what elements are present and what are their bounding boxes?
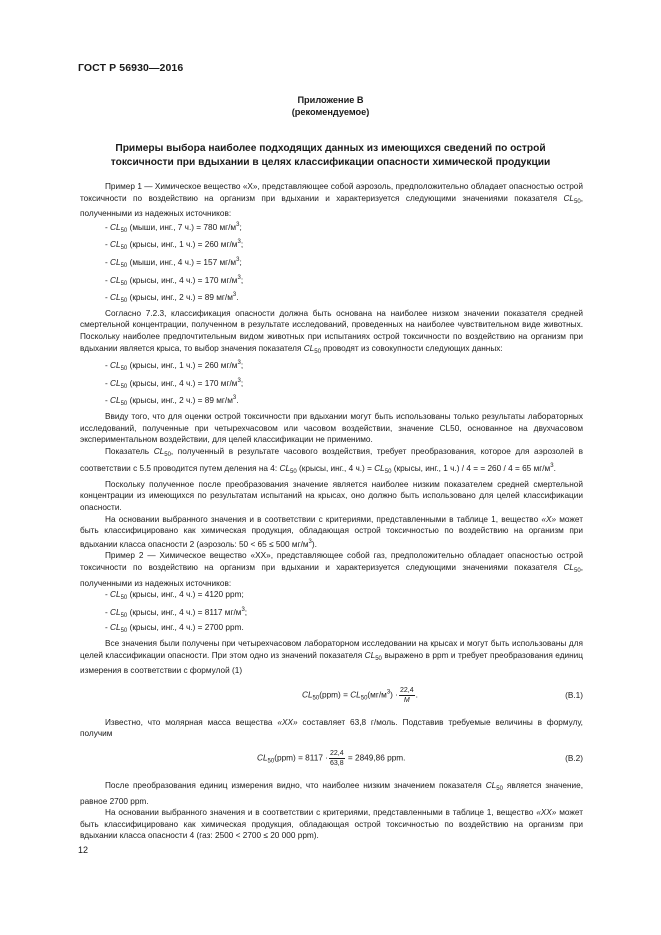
standard-designation: ГОСТ Р 56930—2016	[78, 62, 184, 74]
title-line-2: токсичности при вдыхании в целях классификации опасности химической продукции	[110, 157, 551, 168]
list-item: - $CL_{50}$ (крысы, инг., 2 ч.) = 89 $мг/м^3$.	[105, 395, 239, 408]
example1-paragraph-3: Ввиду того, что для оценки острой токсичности при вдыхании могут быть использованы только результаты лабораторных исследований, полученные при четырехчасовом или часовом воздействии, значение CL50, основанное на двухчасовом экспериментальном воздействии, для целей классификации не применимо.	[80, 411, 583, 445]
annex-title: Приложение В	[297, 95, 364, 105]
section-title	[78, 142, 583, 170]
equation-b2	[80, 744, 583, 776]
example2-paragraph-3: Известно, что молярная масса вещества «XX» составляет 63,8 г/моль. Подставив требуемые величины в формулу, получим	[80, 717, 583, 739]
equation-number: (В.2)	[565, 753, 583, 763]
example2-paragraph-2: Все значения были получены при четырехчасовом лабораторном исследовании на крысах и могут быть использованы для целей классификации опасности. При этом одно из значений показателя $CL_{50}$ выражено в ppm и требует преобразования единиц измерения в соответствии с формулой (1)	[80, 639, 584, 676]
list-item: - $CL_{50}$ (крысы, инг., 4 ч.) = 170 $мг/м^3$;	[105, 274, 244, 287]
list-item: - $CL_{50}$ (крысы, инг., 1 ч.) = 260 $мг/м^3$;	[105, 239, 244, 252]
list-item: - $CL_{50}$ (крысы, инг., 4 ч.) = 170 $мг/м^3$;	[105, 377, 244, 390]
equation-b2-formula: $CL_{50}(ppm) = 8117$ · $\frac{22,4}{63,8}$ = 2849,86 ppm.	[257, 749, 406, 767]
list-item: - $CL_{50}$ (крысы, инг., 4 ч.) = 2700 ppm.	[105, 623, 244, 635]
list-item: - $CL_{50}$ (крысы, инг., 4 ч.) = 8117 $мг/м^3$;	[105, 606, 248, 619]
example2-conclusion: На основании выбранного значения и в соответствии с критериями, представленными в таблице 1, вещество «XX» может быть классифицировано как химическая продукция, обладающая острой токсичностью по воздействию на организм при вдыхании класса опасности 4 (газ: 2500 < 2700 ≤ 20 000 ppm).	[80, 808, 583, 841]
example2-paragraph-4: После преобразования единиц измерения видно, что наиболее низким значением показателя $CL_{50}$ является значение, равное 2700 ppm.	[80, 780, 583, 806]
fraction: $\frac{22,4}{M}$	[399, 686, 414, 704]
example1-paragraph-4: Показатель $CL_{50}$, полученный в результате часового воздействия, требует преобразования, которое для аэрозолей в соответствии с 5.5 проводится путем деления на 4: $CL_{50}$ (крысы, инг., 4 $ч.) = CL_{50}$ (крысы, инг., 1 ч.) / 4 = = 260 / 4 = 65 $мг/м^3$.	[80, 446, 583, 476]
equation-b1	[80, 681, 583, 713]
list-item: - $CL_{50}$ (крысы, инг., 2 ч.) = 89 $мг/м^3$.	[105, 292, 239, 305]
example1-conclusion: На основании выбранного значения и в соответствии с критериями, представленными в таблице 1, вещество «X» может быть классифицировано как химическая продукция, обладающая острой токсичностью по воздействию на организм при вдыхании класса опасности 2 (аэрозоль: 50 < 65 ≤ 500 $мг/м^3$).	[80, 514, 583, 549]
list-item: - $CL_{50}$ (крысы, инг., 1 ч.) = 260 $мг/м^3$;	[105, 360, 244, 373]
example2-intro: Пример 2 — Химическое вещество «XX», представляющее собой газ, предположительно обладает опасностью острой токсичности по воздействию на организм при вдыхании и характеризуется следующими значениями показателя $CL_{50}$, полученными из надежных источников:	[80, 551, 583, 588]
list-item: - $CL_{50}$ (мыши, инг., 4 ч.) = 157 $мг/м^3$;	[105, 256, 242, 269]
equation-b1-formula: $CL_{50}(ppm) = CL_{50}(мг/м^3)$ · $\frac{22,4}{M}$ .	[302, 686, 418, 704]
list-item: - $CL_{50}$ (мыши, инг., 7 ч.) = 780 $мг/м^3$;	[105, 221, 242, 234]
title-line-1: Примеры выбора наиболее подходящих данных из имеющихся сведений по острой	[115, 143, 546, 154]
example1-paragraph-2: Согласно 7.2.3, классификация опасности должна быть основана на наиболее низком значении показателя средней смертельной концентрации, полученном в результате исследований, проведенных на наиболее чувствительном виде животных. Поскольку наиболее предпочтительным видом животных при испытаниях острой токсичности по воздействию на организм при вдыхании является крыса, то выбор значения показателя $CL_{50}$ проводят из совокупности следующих данных:	[80, 308, 583, 355]
example1-paragraph-5: Поскольку полученное после преобразования значение является наиболее низким показателем средней смертельной концентрации из имеющихся по результатам испытаний на крысах, оно должно быть использовано для целей классификации опасности.	[80, 479, 583, 513]
fraction: $\frac{22,4}{63,8}$	[329, 749, 344, 767]
equation-number: (В.1)	[565, 690, 583, 700]
document-body	[80, 181, 583, 842]
annex-status: (рекомендуемое)	[291, 107, 370, 117]
page-number: 12	[78, 845, 89, 855]
example1-intro: Пример 1 — Химическое вещество «X», представляющее собой аэрозоль, предположительно обладает опасностью острой токсичности по воздействию на организм при вдыхании и характеризуется следующими значениями показателя $CL_{50}$, полученными из надежных источников:	[80, 182, 583, 219]
list-item: - $CL_{50}$ (крысы, инг., 4 ч.) = 4120 ppm;	[105, 590, 244, 602]
